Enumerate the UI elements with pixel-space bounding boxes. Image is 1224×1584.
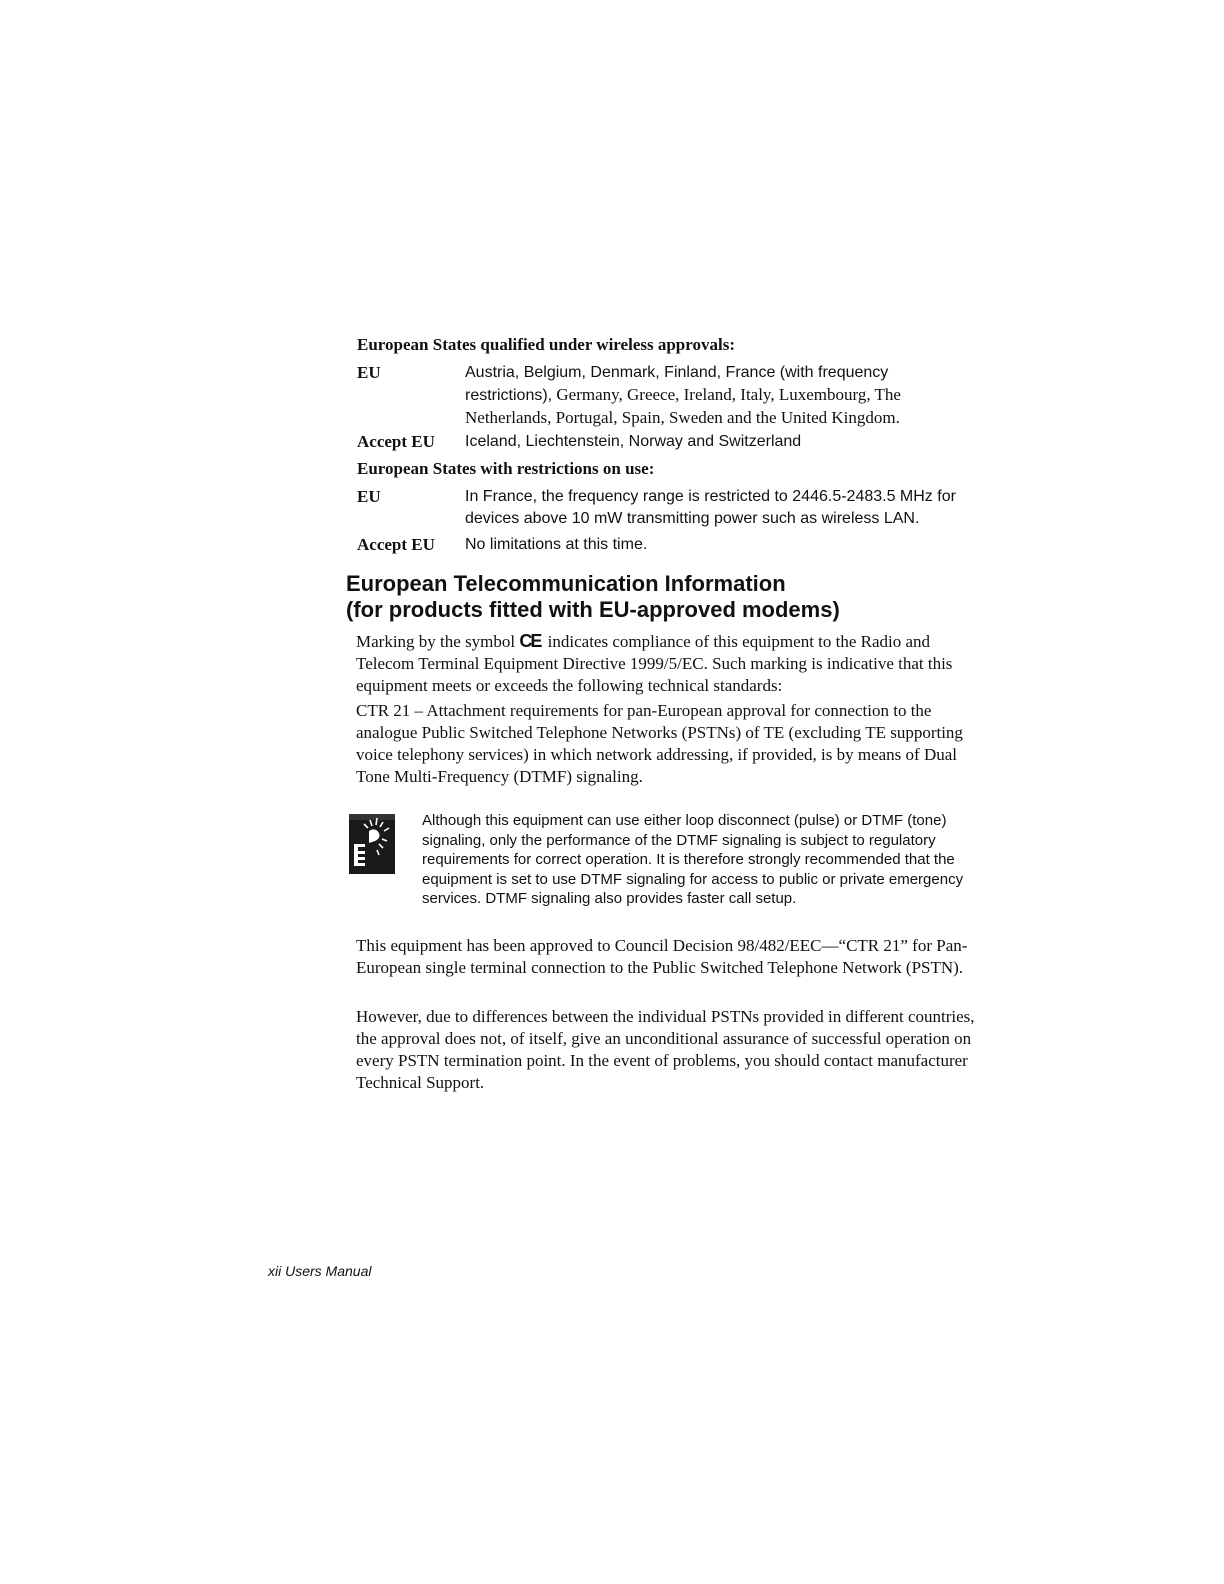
marking-paragraph bbox=[356, 630, 976, 697]
definition-serif-part: Germany, Greece, Ireland, Italy, Luxembourg, The Netherlands, Portugal, Spain, Sweden and the United Kingdom. bbox=[465, 385, 901, 427]
row-term: Accept EU bbox=[357, 432, 435, 451]
telecom-title-line1: European Telecommunication Information bbox=[346, 571, 786, 596]
ctr21-paragraph: CTR 21 – Attachment requirements for pan-European approval for connection to the analogue Public Switched Telephone Networks (PSTNs) of TE (excluding TE supporting voice telephony services) in which network addressing, if provided, is by means of Dual Tone Multi-Frequency (DTMF) signaling. bbox=[356, 701, 963, 786]
row-term: EU bbox=[357, 363, 381, 382]
row-definition: Iceland, Liechtenstein, Norway and Switzerland bbox=[465, 433, 802, 450]
qualified-heading: European States qualified under wireless approvals: bbox=[357, 335, 735, 354]
telecom-title bbox=[346, 571, 840, 623]
pstn-paragraph: However, due to differences between the individual PSTNs provided in different countries, the approval does not, of itself, give an unconditional assurance of successful operation on every PSTN termination point. In the event of problems, you should contact manufacturer Technical Support. bbox=[356, 1007, 975, 1092]
approval-paragraph: This equipment has been approved to Council Decision 98/482/EEC—“CTR 21” for Pan-European single terminal connection to the Public Switched Telephone Network (PSTN). bbox=[356, 936, 968, 977]
row-term: Accept EU bbox=[357, 535, 435, 554]
note-icon bbox=[349, 814, 395, 874]
row-definition bbox=[465, 362, 977, 430]
row-definition: No limitations at this time. bbox=[465, 536, 648, 553]
row-definition: In France, the frequency range is restricted to 2446.5-2483.5 MHz for devices above 10 mW transmitting power such as wireless LAN. bbox=[465, 488, 956, 527]
marking-text-after: indicates compliance of this equipment to the Radio and Telecom Terminal Equipment Directive 1999/5/EC. Such marking is indicative that this equipment meets or exceeds the following technical standards: bbox=[356, 632, 953, 695]
row-term: EU bbox=[357, 487, 381, 506]
restricted-row-eu bbox=[357, 486, 977, 530]
ce-mark-icon: CE bbox=[519, 631, 541, 651]
restricted-row-accept-eu bbox=[357, 534, 977, 556]
definition-sans-part: Austria, Belgium, Denmark, Finland, France (with frequency restrictions), bbox=[465, 364, 889, 404]
note-text: Although this equipment can use either loop disconnect (pulse) or DTMF (tone) signaling, only the performance of the DTMF signaling is subject to regulatory requirements for correct operation. It is therefore strongly recommended that the equipment is set to use DTMF signaling for access to public or private emergency services. DTMF signaling also provides faster call setup. bbox=[422, 812, 964, 907]
marking-text-before: Marking by the symbol bbox=[356, 632, 516, 651]
restricted-heading: European States with restrictions on use: bbox=[357, 459, 655, 478]
telecom-title-line2: (for products fitted with EU-approved modems) bbox=[346, 597, 840, 622]
qualified-row-accept-eu bbox=[357, 431, 977, 453]
qualified-row-eu bbox=[357, 362, 977, 430]
page-footer: xii Users Manual bbox=[268, 1263, 372, 1279]
